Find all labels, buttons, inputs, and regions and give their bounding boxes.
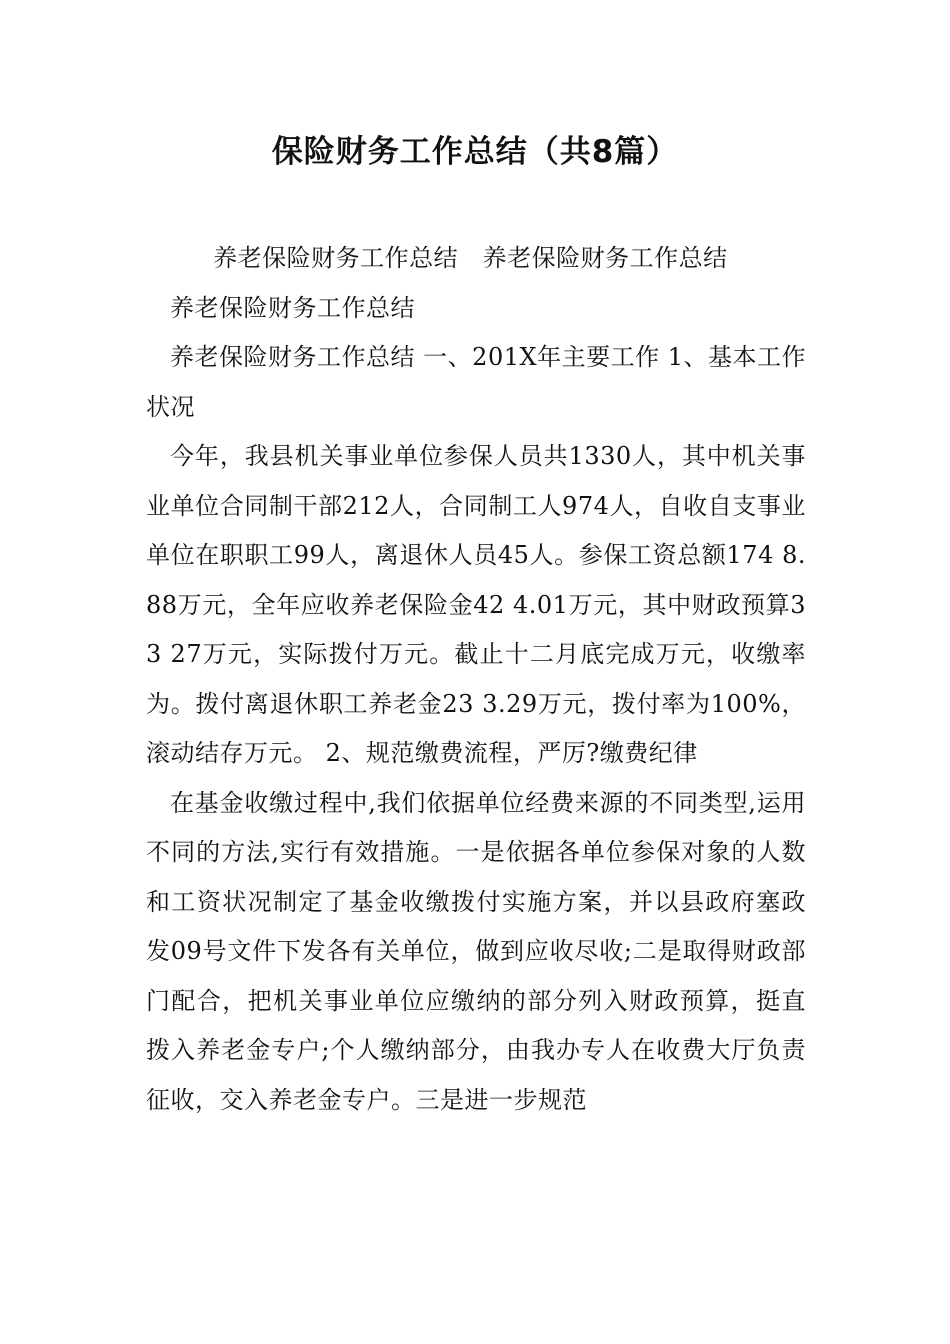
paragraph-basic-status: 今年，我县机关事业单位参保人员共1330人，其中机关事业单位合同制干部212人，合同制工人974人，自收自支事业单位在职职工99人，离退休人员45人。参保工资总额174 8.88万元，全年应收养老保险金42 4.01万元，其中财政预算33 27万元，实际拨付万元。截止十二月底完成万元，收缴率为。拨付离退休职工养老金23 3.29万元，拨付率为100%，滚动结存万元。 2、规范缴费流程，严厉?缴费纪律: [146, 442, 806, 767]
document-body: [146, 234, 806, 1125]
paragraph-fund-collection: 在基金收缴过程中,我们依据单位经费来源的不同类型,运用不同的方法,实行有效措施。一是依据各单位参保对象的人数和工资状况制定了基金收缴拨付实施方案，并以县政府塞政发09号文件下发各有关单位，做到应收尽收;二是取得财政部门配合，把机关事业单位应缴纳的部分列入财政预算，挺直拨入养老金专户;个人缴纳部分，由我办专人在收费大厅负责征收，交入养老金专户。三是进一步规范: [146, 788, 806, 1114]
document-title: 保险财务工作总结（共8篇）: [271, 134, 679, 170]
paragraph-section-heading: 养老保险财务工作总结 一、201X年主要工作 1、基本工作状况: [146, 343, 806, 421]
paragraph-subtitle: 养老保险财务工作总结 养老保险财务工作总结: [213, 244, 728, 272]
paragraph-heading: 养老保险财务工作总结: [170, 293, 415, 322]
